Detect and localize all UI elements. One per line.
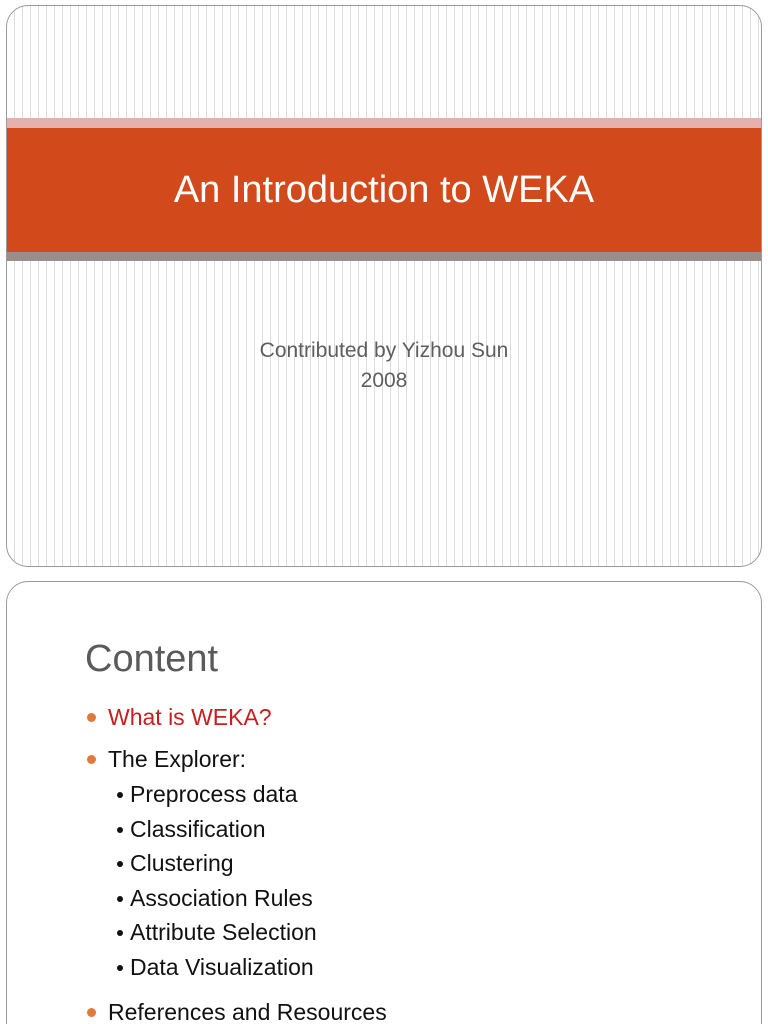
sub-bullet-dot-icon — [117, 896, 123, 902]
bullet-dot-icon — [87, 755, 96, 764]
content-bullet-list — [85, 702, 387, 1024]
author-line: Contributed by Yizhou Sun — [259, 339, 509, 362]
subitem-attribute-selection — [108, 915, 387, 950]
explorer-sublist — [108, 777, 387, 985]
title-band — [7, 128, 761, 252]
subitem-label: Association Rules — [130, 884, 313, 911]
subitem-label: Preprocess data — [130, 781, 298, 807]
bullet-what-is-weka — [85, 702, 387, 732]
bullet-label: References and Resources — [108, 998, 387, 1024]
bullet-label: What is WEKA? — [108, 704, 272, 730]
bullet-dot-icon — [87, 1008, 96, 1017]
subitem-association-rules — [108, 881, 387, 916]
content-heading: Content — [85, 638, 219, 680]
sub-bullet-dot-icon — [117, 792, 123, 798]
subtitle-block — [7, 336, 761, 396]
content-slide — [6, 581, 762, 1024]
subitem-label: Classification — [130, 815, 266, 842]
sub-bullet-dot-icon — [117, 930, 123, 936]
title-band-top-stripe — [7, 118, 761, 128]
subitem-label: Clustering — [130, 850, 234, 877]
sub-bullet-dot-icon — [117, 965, 123, 971]
subitem-clustering — [108, 846, 387, 881]
sub-bullet-dot-icon — [117, 827, 123, 833]
bullet-references-and-resources — [85, 997, 387, 1024]
year-line: 2008 — [360, 369, 408, 392]
subitem-label: Data Visualization — [130, 953, 314, 980]
subitem-label: Attribute Selection — [130, 919, 317, 946]
bullet-dot-icon — [87, 713, 96, 722]
bullet-the-explorer — [85, 744, 387, 985]
bullet-label: The Explorer: — [108, 746, 247, 772]
subitem-preprocess-data — [108, 777, 387, 812]
title-slide — [6, 5, 762, 567]
subitem-classification — [108, 812, 387, 847]
title-band-bottom-stripe — [7, 252, 761, 261]
slide-title: An Introduction to WEKA — [173, 168, 595, 211]
sub-bullet-dot-icon — [117, 861, 123, 867]
subitem-data-visualization — [108, 950, 387, 985]
